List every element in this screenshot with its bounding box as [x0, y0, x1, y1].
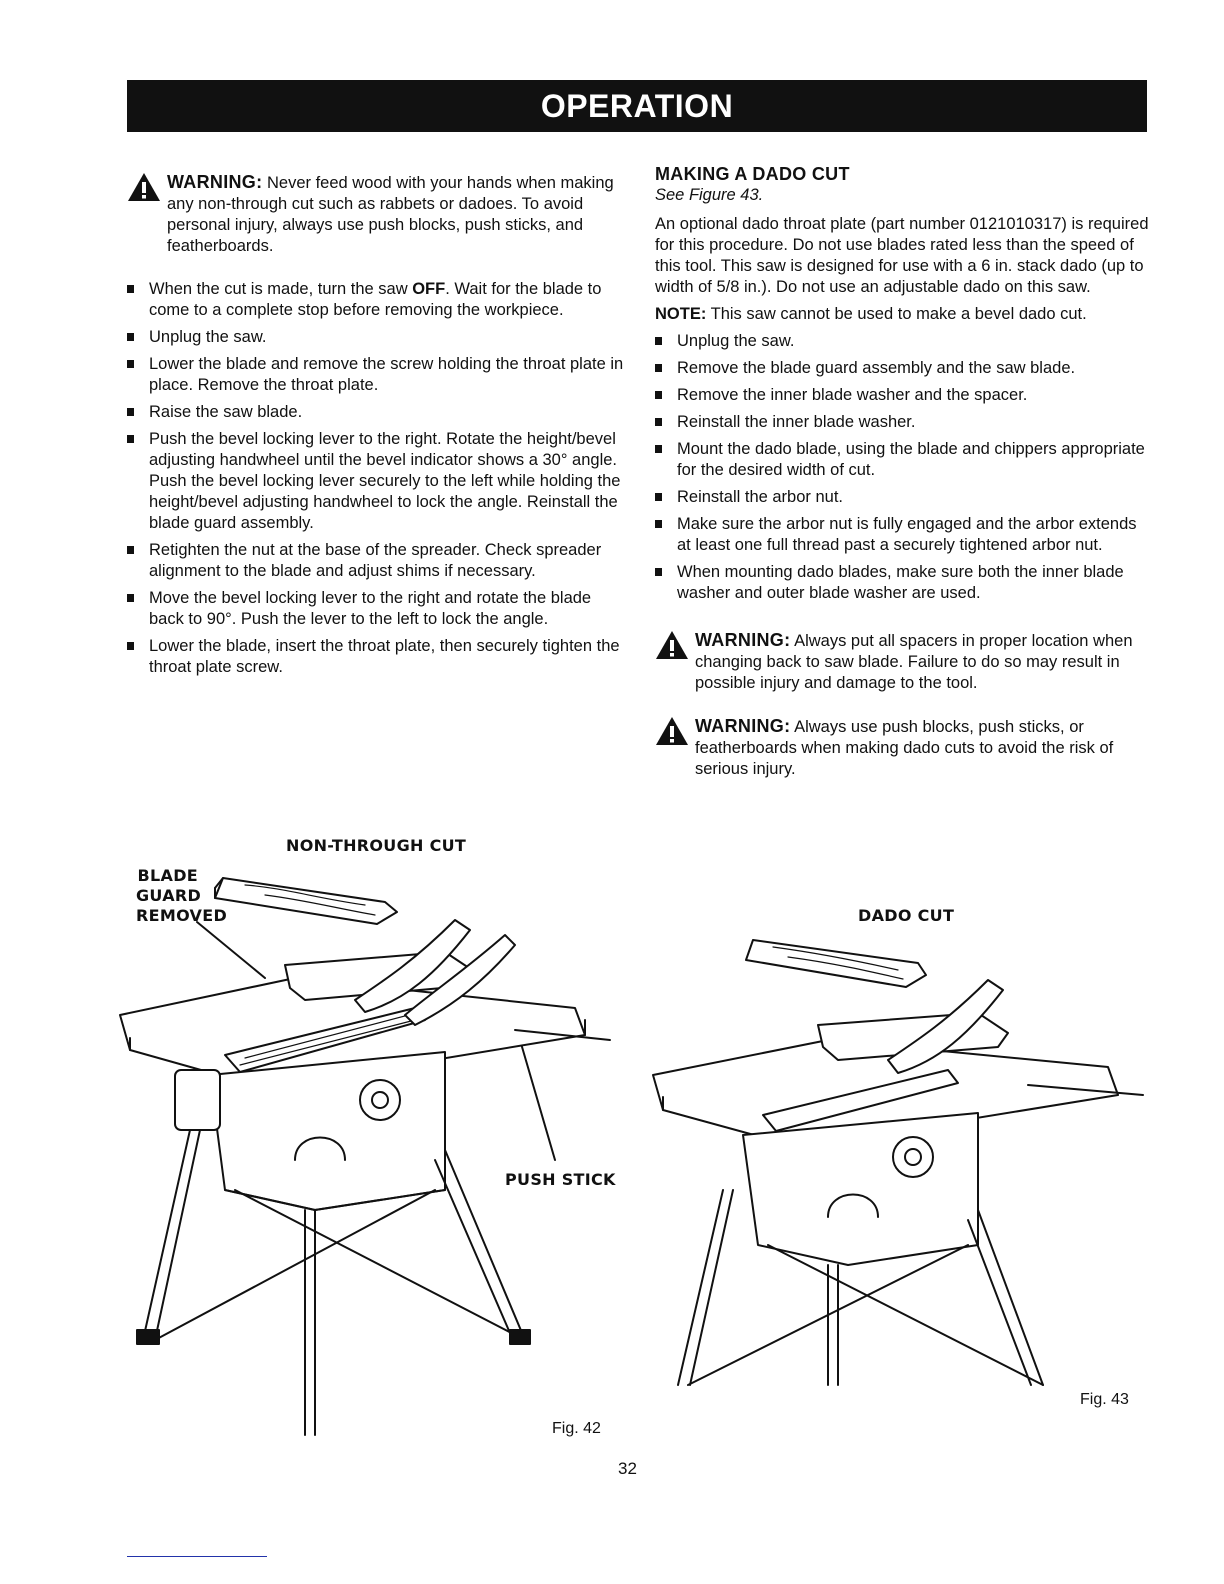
list-item: Mount the dado blade, using the blade and chippers appropriate for the desired width of cut. [655, 439, 1150, 481]
list-item: Reinstall the arbor nut. [655, 487, 1150, 508]
list-item: Lower the blade, insert the throat plate, then securely tighten the throat plate screw. [127, 636, 627, 678]
note: NOTE: This saw cannot be used to make a bevel dado cut. [655, 305, 1087, 323]
divider [127, 1556, 267, 1557]
dado-procedure-list [655, 331, 1150, 604]
list-item: Raise the saw blade. [127, 402, 627, 423]
warning-text: Always put all spacers in proper location when changing back to saw blade. Failure to do so may result in possible injury and damage to the tool. [695, 632, 1133, 692]
table-saw-illustration-dado [648, 925, 1148, 1395]
page-title: OPERATION [127, 80, 1147, 132]
warning-text: Never feed wood with your hands when making any non-through cut such as rabbets or dadoes. To avoid personal injury, always use push blocks, push sticks, and featherboards. [167, 174, 614, 255]
figure-caption-dado-cut: DADO CUT [858, 906, 955, 925]
list-item: Make sure the arbor nut is fully engaged and the arbor extends at least one full thread past a securely tightened arbor nut. [655, 514, 1150, 556]
list-item: When mounting dado blades, make sure both the inner blade washer and outer blade washer are used. [655, 562, 1150, 604]
figure-label-42: Fig. 42 [552, 1420, 601, 1437]
list-item: When the cut is made, turn the saw OFF. Wait for the blade to come to a complete stop before removing the workpiece. [127, 279, 627, 321]
warning-icon [655, 630, 689, 660]
warning-icon [655, 716, 689, 746]
list-item: Push the bevel locking lever to the right. Rotate the height/bevel adjusting handwheel until the bevel indicator shows a 30° angle. Push the bevel locking lever securely to the left while holding the height/bevel adjusting handwheel to lock the angle. Reinstall the blade guard assembly. [127, 429, 627, 534]
list-item: Unplug the saw. [127, 327, 627, 348]
intro-paragraph: An optional dado throat plate (part number 0121010317) is required for this procedure. Do not use blades rated less than the speed of this tool. This saw is designed for use with a 6 in. stack dado (up to width of 5/8 in.). Do not use an adjustable dado on this saw. [655, 215, 1149, 296]
warning-label: WARNING: [695, 630, 791, 650]
page-number: 32 [618, 1459, 637, 1478]
table-saw-illustration-non-through [115, 860, 625, 1440]
warning-label: WARNING: [695, 716, 791, 736]
section-title: MAKING A DADO CUT [655, 164, 850, 184]
callout-push-stick: PUSH STICK [505, 1170, 616, 1189]
list-item: Remove the blade guard assembly and the saw blade. [655, 358, 1150, 379]
list-item: Unplug the saw. [655, 331, 1150, 352]
warning-label: WARNING: [167, 172, 263, 192]
warning-block [655, 716, 1150, 780]
list-item: Reinstall the inner blade washer. [655, 412, 1150, 433]
warning-icon [127, 172, 161, 202]
figure-label-43: Fig. 43 [1080, 1391, 1129, 1408]
warning-block [655, 630, 1150, 694]
see-figure-ref: See Figure 43. [655, 186, 764, 204]
warning-text: Always use push blocks, push sticks, or featherboards when making dado cuts to avoid the risk of serious injury. [695, 718, 1114, 778]
warning-block [127, 172, 627, 257]
left-column [127, 172, 627, 684]
list-item: Move the bevel locking lever to the right and rotate the blade back to 90°. Push the lever to the left to lock the angle. [127, 588, 627, 630]
right-column [655, 164, 1150, 802]
list-item: Lower the blade and remove the screw holding the throat plate in place. Remove the throat plate. [127, 354, 627, 396]
list-item: Remove the inner blade washer and the spacer. [655, 385, 1150, 406]
callout-blade-guard-removed: BLADE GUARD REMOVED [136, 866, 228, 925]
list-item: Retighten the nut at the base of the spreader. Check spreader alignment to the blade and adjust shims if necessary. [127, 540, 627, 582]
procedure-list [127, 279, 627, 678]
figure-caption-non-through: NON-THROUGH CUT [286, 836, 467, 855]
